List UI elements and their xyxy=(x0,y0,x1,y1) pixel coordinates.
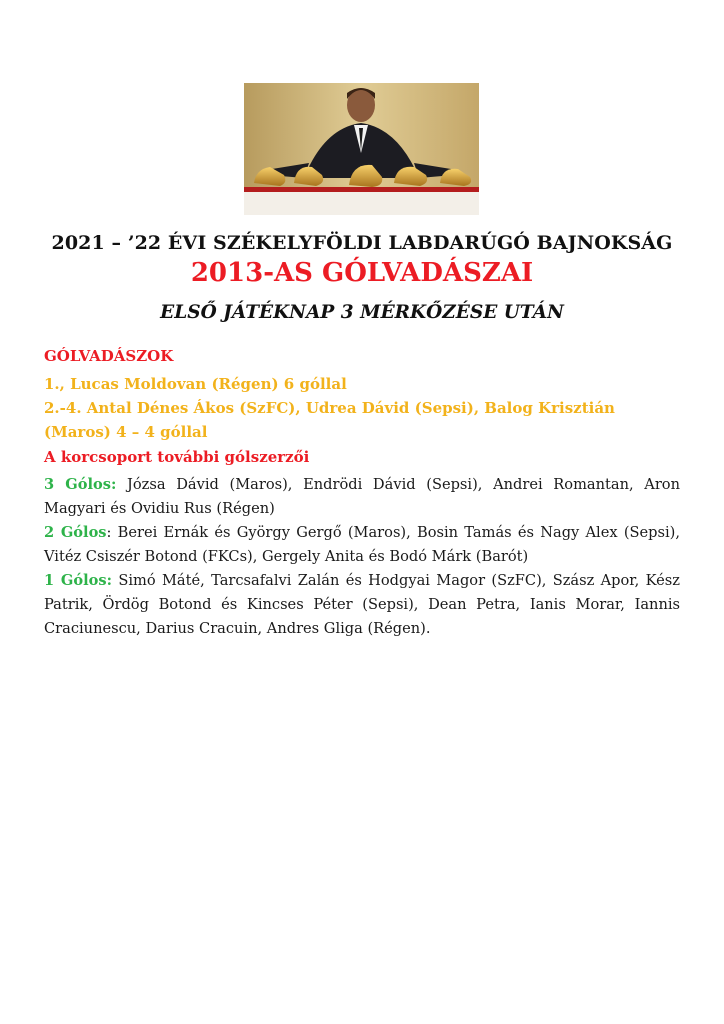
goal-group-3 xyxy=(44,473,680,521)
golden-boots-photo xyxy=(244,83,479,215)
header-photo xyxy=(244,83,479,215)
top-scorer-1: 1., Lucas Moldovan (Régen) 6 góllal xyxy=(44,375,347,393)
goal-group-label: 2 Gólos xyxy=(44,524,107,541)
other-scorers-heading: A korcsoport további gólszerzői xyxy=(44,448,310,466)
top-scorer-2: 2.-4. Antal Dénes Ákos (SzFC), Udrea Dávid (Sepsi), Balog Krisztián (Maros) 4 – 4 góllal xyxy=(44,399,615,441)
championship-title: 2021 – ’22 ÉVI SZÉKELYFÖLDI LABDARÚGÓ BAJNOKSÁG xyxy=(51,232,673,254)
age-group-title: 2013-AS GÓLVADÁSZAI xyxy=(190,258,534,288)
scorers-content xyxy=(44,344,680,641)
goal-group-names: : Berei Ernák és György Gergő (Maros), Bosin Tamás és Nagy Alex (Sepsi), Vitéz Csiszér Botond (FKCs), Gergely Anita és Bodó Márk (Barót) xyxy=(44,524,680,565)
goal-group-2 xyxy=(44,521,680,569)
matchday-subtitle: ELSŐ JÁTÉKNAP 3 MÉRKŐZÉSE UTÁN xyxy=(160,302,564,323)
goal-group-label: 1 Gólos: xyxy=(44,572,113,589)
goal-group-1 xyxy=(44,569,680,641)
goal-group-names: Józsa Dávid (Maros), Endrödi Dávid (Sepsi), Andrei Romantan, Aron Magyari és Ovidiu Rus (Régen) xyxy=(44,476,680,517)
goal-group-label: 3 Gólos: xyxy=(44,476,117,493)
goal-group-names: Simó Máté, Tarcsafalvi Zalán és Hodgyai Magor (SzFC), Szász Apor, Kész Patrik, Ördög Botond és Kincses Péter (Sepsi), Dean Petra, Ianis Morar, Iannis Craciunescu, Darius Cracuin, Andres Gliga (Régen). xyxy=(44,572,680,637)
scorers-heading: GÓLVADÁSZOK xyxy=(44,347,174,365)
